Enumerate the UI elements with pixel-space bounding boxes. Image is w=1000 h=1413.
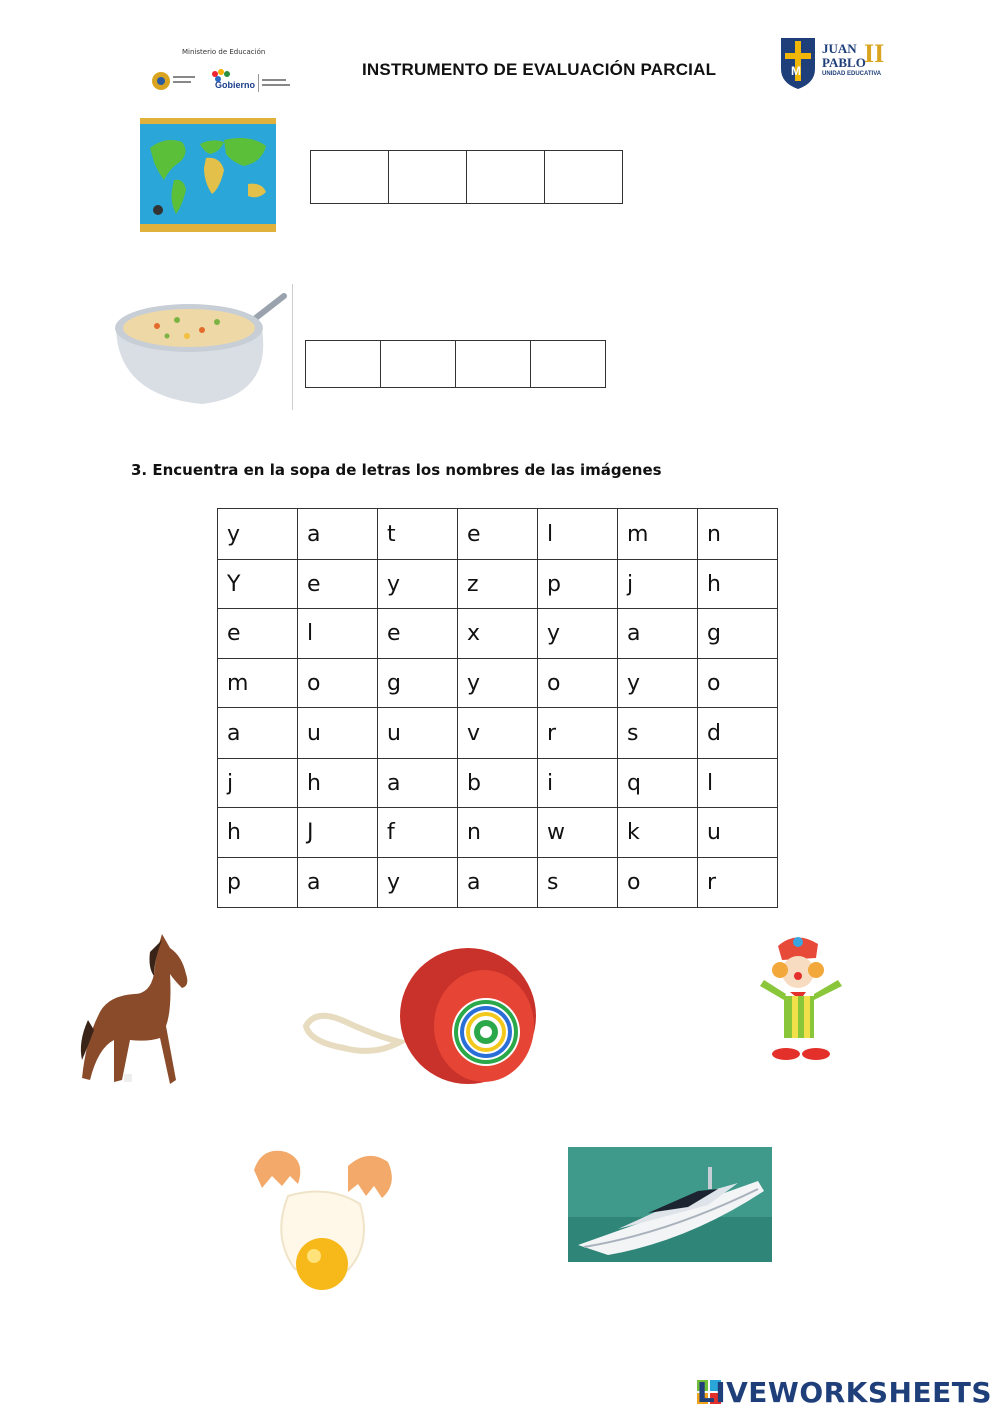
svg-text:M: M [791,64,801,78]
answer-boxes-1 [310,150,623,204]
grid-cell[interactable]: y [378,858,458,908]
grid-row [218,609,778,659]
grid-row [218,509,778,560]
grid-cell[interactable]: f [378,808,458,858]
word-search-grid [217,508,778,908]
grid-cell[interactable]: x [458,609,538,659]
grid-cell[interactable]: a [298,858,378,908]
grid-cell[interactable]: z [458,560,538,609]
grid-cell[interactable]: t [378,509,458,560]
answer-box[interactable] [531,340,606,388]
answer-box[interactable] [381,340,456,388]
grid-cell[interactable]: i [538,759,618,808]
clown-image [756,934,850,1068]
ministry-label: Ministerio de Educación [182,48,266,56]
grid-row [218,560,778,609]
grid-cell[interactable]: s [618,708,698,759]
school-name-line1: JUAN [822,41,857,56]
grid-cell[interactable]: g [698,609,778,659]
grid-cell[interactable]: v [458,708,538,759]
answer-box[interactable] [467,150,545,204]
svg-text:Gobierno: Gobierno [215,80,255,90]
grid-cell[interactable]: m [218,659,298,708]
soup-bowl-image [112,286,292,410]
grid-cell[interactable]: a [458,858,538,908]
page-title: INSTRUMENTO DE EVALUACIÓN PARCIAL [362,60,717,79]
grid-cell[interactable]: g [378,659,458,708]
yacht-image [568,1147,772,1262]
horse-image [78,930,208,1094]
school-logo [778,35,888,91]
grid-cell[interactable]: y [458,659,538,708]
grid-cell[interactable]: m [618,509,698,560]
grid-cell[interactable]: d [698,708,778,759]
grid-cell[interactable]: a [298,509,378,560]
grid-cell[interactable]: Y [218,560,298,609]
grid-row [218,659,778,708]
grid-cell[interactable]: y [538,609,618,659]
grid-cell[interactable]: h [218,808,298,858]
grid-row [218,808,778,858]
grid-cell[interactable]: o [298,659,378,708]
grid-cell[interactable]: a [378,759,458,808]
grid-cell[interactable]: j [618,560,698,609]
grid-cell[interactable]: l [298,609,378,659]
grid-row [218,708,778,759]
grid-cell[interactable]: y [218,509,298,560]
grid-cell[interactable]: n [698,509,778,560]
grid-cell[interactable]: y [378,560,458,609]
school-name-line2: PABLO [822,55,866,70]
egg-image [248,1144,398,1294]
grid-cell[interactable]: e [218,609,298,659]
answer-box[interactable] [456,340,531,388]
grid-cell[interactable]: e [458,509,538,560]
yoyo-image [296,946,536,1098]
school-numeral: II [864,39,885,68]
grid-cell[interactable]: p [218,858,298,908]
grid-cell[interactable]: b [458,759,538,808]
world-map-image [140,118,276,232]
grid-cell[interactable]: p [538,560,618,609]
grid-cell[interactable]: n [458,808,538,858]
answer-box[interactable] [389,150,467,204]
grid-cell[interactable]: k [618,808,698,858]
grid-cell[interactable]: o [698,659,778,708]
grid-cell[interactable]: u [698,808,778,858]
grid-row [218,759,778,808]
school-subtitle: UNIDAD EDUCATIVA [822,71,882,77]
grid-cell[interactable]: l [698,759,778,808]
grid-cell[interactable]: a [618,609,698,659]
grid-cell[interactable]: l [538,509,618,560]
grid-cell[interactable]: s [538,858,618,908]
grid-cell[interactable]: r [538,708,618,759]
answer-boxes-2 [305,340,606,388]
grid-cell[interactable]: o [618,858,698,908]
answer-box[interactable] [545,150,623,204]
grid-cell[interactable]: a [218,708,298,759]
grid-cell[interactable]: w [538,808,618,858]
divider-line [292,284,293,410]
grid-cell[interactable]: r [698,858,778,908]
answer-box[interactable] [310,150,389,204]
grid-cell[interactable]: e [378,609,458,659]
liveworksheets-brand[interactable]: LIVEWORKSHEETS [696,1376,992,1409]
grid-cell[interactable]: j [218,759,298,808]
answer-box[interactable] [305,340,381,388]
grid-cell[interactable]: h [298,759,378,808]
grid-cell[interactable]: J [298,808,378,858]
grid-cell[interactable]: o [538,659,618,708]
grid-cell[interactable]: u [378,708,458,759]
grid-row [218,858,778,908]
grid-cell[interactable]: y [618,659,698,708]
grid-cell[interactable]: q [618,759,698,808]
grid-cell[interactable]: u [298,708,378,759]
instruction-text: 3. Encuentra en la sopa de letras los nombres de las imágenes [131,461,662,479]
grid-cell[interactable]: h [698,560,778,609]
grid-cell[interactable]: e [298,560,378,609]
